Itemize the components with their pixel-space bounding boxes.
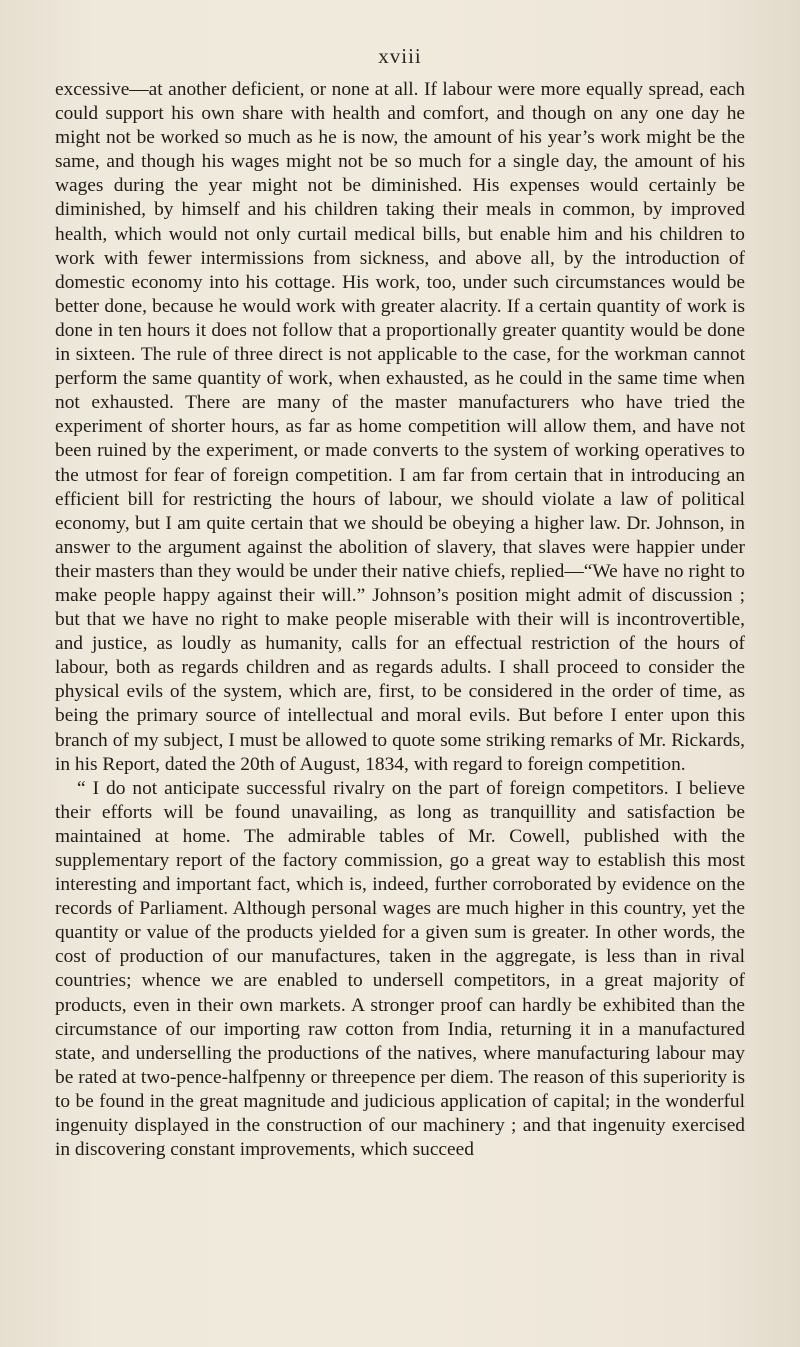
- body-text: [55, 78, 745, 1162]
- page-number: xviii: [378, 44, 422, 68]
- paragraph-1: excessive—at another deficient, or none at all. If labour were more equally spread, each could support his own share with health and comfort, and though on any one day he might not be worked so much as he is now, the amount of his year’s work might be the same, and though his wages might not be so much for a single day, the amount of his wages during the year might not be diminished. His expenses would certainly be diminished, by himself and his children taking their meals in common, by improved health, which would not only curtail medical bills, but enable him and his children to work with fewer intermissions from sickness, and above all, by the introduction of domestic economy into his cottage. His work, too, under such circumstances would be better done, because he would work with greater alacrity. If a certain quantity of work is done in ten hours it does not follow that a proportionally greater quantity would be done in sixteen. The rule of three direct is not applicable to the case, for the workman cannot perform the same quantity of work, when exhausted, as he could in the same time when not exhausted. There are many of the master manufacturers who have tried the experiment of shorter hours, as far as home competition will allow them, and have not been ruined by the experiment, or made converts to the system of working operatives to the utmost for fear of foreign competition. I am far from certain that in introducing an efficient bill for restricting the hours of labour, we should violate a law of political economy, but I am quite certain that we should be obeying a higher law. Dr. Johnson, in answer to the argument against the abolition of slavery, that slaves were happier under their masters than they would be under their native chiefs, replied—“We have no right to make people happy against their will.” Johnson’s position might admit of discussion ; but that we have no right to make people miserable with their will is incontrovertible, and justice, as loudly as humanity, calls for an effectual restriction of the hours of labour, both as regards children and as regards adults. I shall proceed to consider the physical evils of the system, which are, first, to be considered in the order of time, as being the primary source of intellectual and moral evils. But before I enter upon this branch of my subject, I must be allowed to quote some striking remarks of Mr. Rickards, in his Report, dated the 20th of August, 1834, with regard to foreign competition.: [55, 79, 745, 775]
- paragraph-2: “ I do not anticipate successful rivalry on the part of foreign competitors. I believe their efforts will be found unavailing, as long as tranquillity and satisfaction be maintained at home. The admirable tables of Mr. Cowell, published with the supplementary report of the factory commission, go a great way to establish this most interesting and important fact, which is, indeed, further corroborated by evidence on the records of Parliament. Although personal wages are much higher in this country, yet the quantity or value of the products yielded for a given sum is greater. In other words, the cost of production of our manufactures, taken in the aggregate, is less than in rival countries; whence we are enabled to undersell competitors, in a great majority of products, even in their own markets. A stronger proof can hardly be exhibited than the circumstance of our importing raw cotton from India, returning it in a manufactured state, and underselling the productions of the natives, where manufacturing labour may be rated at two-pence-halfpenny or threepence per diem. The reason of this superiority is to be found in the great magnitude and judicious application of capital; in the wonderful ingenuity displayed in the construction of our machinery ; and that ingenuity exercised in discovering constant improvements, which succeed: [55, 777, 745, 1161]
